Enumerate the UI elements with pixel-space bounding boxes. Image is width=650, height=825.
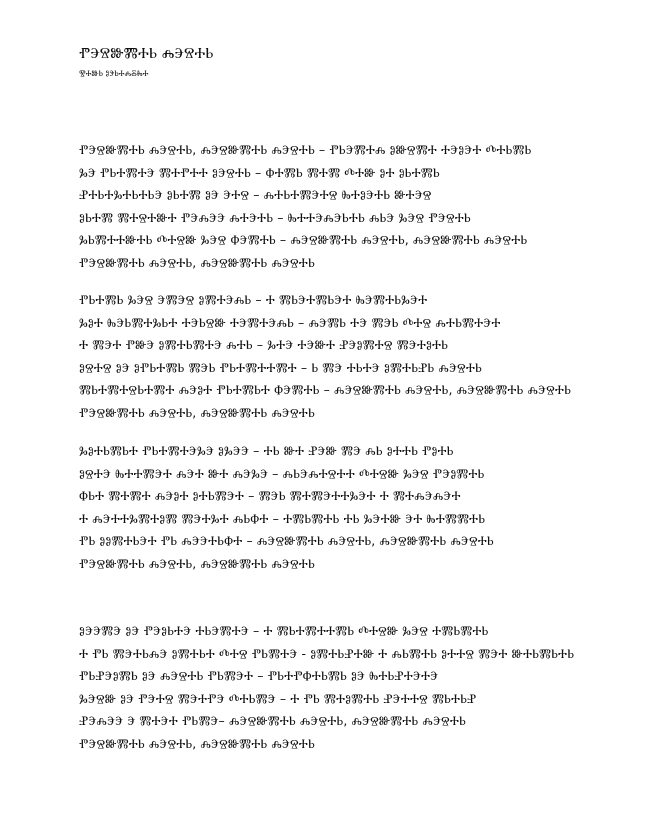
refrain-line: ⰒⰅⰔⰖⰏⰀⰓ ⰎⰅⰔⰀⰓ, ⰎⰅⰔⰖⰏⰀⰓ ⰎⰅⰔⰀⰓ bbox=[79, 254, 315, 270]
refrain-line: ⰒⰅⰔⰖⰏⰀⰓ ⰎⰅⰔⰀⰓ, ⰎⰅⰔⰖⰏⰀⰓ ⰎⰅⰔⰀⰓ bbox=[79, 555, 315, 571]
verse-line: ⰒⰅⰔⰖⰏⰀⰓ ⰎⰅⰔⰀⰓ, ⰎⰅⰔⰖⰏⰀⰓ ⰎⰅⰔⰀⰓ – ⰒⰓⰅⰏⰀⰎ ⰑⰖⰔⰏⰀ ⰀⰅⰑⰅⰀ ⰄⰀⰓⰏⰓ bbox=[79, 142, 532, 157]
verse-line: ⰑⰓⰀⰏ ⰏⰀⰔⰀⰖⰀ ⰒⰅⰎⰅⰅ ⰎⰀⰅⰀⰓ – ⰈⰀⰀⰅⰎⰅⰓⰀⰓ ⰎⰓⰅ ⰃⰅⰔ ⰒⰅⰔⰀⰓ bbox=[79, 209, 471, 225]
document-title: ⰒⰅⰔⰖⰏⰀⰓ ⰎⰅⰔⰀⰓ bbox=[79, 44, 214, 62]
verse-line: ⰃⰅⰔⰖ ⰑⰅ ⰒⰅⰀⰔ ⰏⰅⰀⰒⰅ ⰄⰀⰓⰏⰅ – Ⰰ ⰒⰓ ⰏⰀⰑⰏⰀⰓ ⰐⰅⰀⰀⰔ ⰏⰓⰀⰓⰐ bbox=[79, 690, 477, 706]
document-author: ⰊⰀⰖⰓ ⰑⰅⰓⰀⰎⰋⰈⰀ bbox=[79, 69, 149, 78]
stanza-4 bbox=[79, 620, 619, 755]
verse-line: ⰒⰓ ⰑⰑⰏⰀⰓⰅⰀ ⰒⰓ ⰎⰅⰅⰀⰓⰗⰀ – ⰎⰅⰔⰖⰏⰀⰓ ⰎⰅⰔⰀⰓ, ⰎⰅⰔⰖⰏⰀⰓ ⰎⰅⰔⰀⰓ bbox=[79, 533, 494, 548]
stanza-2 bbox=[79, 289, 619, 424]
refrain-line: ⰒⰅⰔⰖⰏⰀⰓ ⰎⰅⰔⰀⰓ, ⰎⰅⰔⰖⰏⰀⰓ ⰎⰅⰔⰀⰓ bbox=[79, 404, 315, 420]
verse-line: ⰗⰓⰀ ⰏⰀⰏⰀ ⰎⰅⰑⰀ ⰑⰀⰓⰏⰅⰀ – ⰏⰅⰓ ⰏⰀⰏⰅⰀⰀⰃⰅⰀ Ⰰ ⰏⰀⰎⰅⰎⰅⰀ bbox=[79, 488, 461, 503]
verse-line: ⰒⰓⰐⰅⰑⰏⰓ ⰑⰅ ⰎⰅⰔⰀⰓ ⰒⰓⰏⰅⰀ – ⰒⰓⰀⰒⰗⰀⰓⰏⰓ ⰑⰅ ⰈⰀⰓⰐⰀⰅⰀⰅ bbox=[79, 668, 439, 683]
verse-line: Ⰰ ⰎⰅⰀⰀⰃⰏⰀⰑⰏ ⰏⰅⰀⰃⰀ ⰎⰓⰗⰀ – ⰀⰏⰓⰏⰀⰓ ⰀⰓ ⰃⰅⰀⰖ ⰅⰀ ⰈⰀⰏⰏⰀⰓ bbox=[79, 510, 486, 526]
verse-line: ⰑⰔⰀⰅ ⰈⰀⰀⰏⰅⰀ ⰎⰅⰀ ⰖⰀ ⰎⰅⰃⰅ – ⰎⰓⰅⰎⰀⰔⰀⰀ ⰄⰀⰔⰖ ⰃⰅⰔ ⰒⰅⰑⰏⰀⰓ bbox=[79, 465, 485, 481]
stanza-3 bbox=[79, 440, 619, 575]
verse-line: Ⰰ ⰒⰓ ⰏⰅⰀⰓⰎⰅ ⰑⰏⰀⰓⰀ ⰄⰀⰔ ⰒⰓⰏⰀⰅ - ⰑⰏⰀⰓⰐⰀⰖ Ⰰ ⰎⰓⰏⰀⰓ ⰑⰀⰀⰔ ⰏⰅⰀ ⰖⰀⰓⰏⰓⰀⰓ bbox=[79, 645, 575, 661]
verse-line: Ⰰ ⰏⰅⰀ ⰒⰖⰅ ⰑⰏⰀⰓⰏⰀⰅ ⰎⰀⰓ – ⰃⰀⰅ ⰀⰅⰖⰀ ⰐⰅⰑⰏⰀⰔ ⰏⰅⰀⰑⰀⰓ bbox=[79, 337, 449, 352]
verse-line: ⰃⰑⰀ ⰈⰅⰓⰏⰀⰃⰓⰀ ⰀⰅⰓⰔⰖ ⰀⰅⰏⰀⰅⰎⰓ – ⰎⰅⰏⰓ ⰀⰅ ⰏⰅⰓ ⰄⰀⰔ ⰎⰀⰓⰏⰀⰅⰀ bbox=[79, 314, 501, 330]
verse-line: ⰃⰑⰀⰓⰏⰓⰀ ⰒⰓⰀⰏⰀⰅⰃⰅ ⰑⰃⰅⰅ – ⰀⰓ ⰖⰀ ⰐⰅⰖ ⰏⰅ ⰎⰓ ⰑⰀⰀⰓ ⰒⰑⰀⰓ bbox=[79, 443, 454, 458]
verse-line: ⰏⰓⰀⰏⰀⰔⰓⰀⰏⰀ ⰎⰅⰑⰀ ⰒⰓⰀⰏⰓⰀ ⰗⰅⰏⰀⰓ – ⰎⰅⰔⰖⰏⰀⰓ ⰎⰅⰔⰀⰓ, ⰎⰅⰔⰖⰏⰀⰓ ⰎⰅⰔⰀⰓ bbox=[79, 382, 571, 397]
verse-line: ⰑⰅⰅⰏⰅ ⰑⰅ ⰒⰅⰑⰓⰀⰅ ⰀⰓⰅⰏⰀⰅ – Ⰰ ⰏⰓⰀⰏⰀⰀⰏⰓ ⰄⰀⰔⰖ ⰃⰅⰔ ⰀⰏⰓⰏⰀⰓ bbox=[79, 623, 489, 638]
refrain-line: ⰒⰅⰔⰖⰏⰀⰓ ⰎⰅⰔⰀⰓ, ⰎⰅⰔⰖⰏⰀⰓ ⰎⰅⰔⰀⰓ bbox=[79, 735, 315, 751]
verse-line: ⰒⰓⰀⰏⰓ ⰃⰅⰔ ⰅⰏⰅⰔ ⰑⰏⰀⰅⰎⰓ – Ⰰ ⰏⰓⰅⰀⰏⰓⰅⰀ ⰈⰅⰏⰀⰓⰃⰅⰀ bbox=[79, 292, 428, 307]
stanza-1 bbox=[79, 139, 619, 274]
verse-line: ⰑⰔⰀⰔ ⰑⰅ ⰑⰒⰓⰀⰏⰓ ⰏⰅⰓ ⰒⰓⰀⰏⰀⰀⰏⰀ – Ⱃ ⰏⰅ ⰀⰓⰀⰅ ⰑⰏⰀⰓⰐⰓ ⰎⰅⰔⰀⰓ bbox=[79, 359, 482, 375]
verse-line: ⰃⰅ ⰒⰓⰀⰏⰀⰅ ⰏⰀⰒⰀⰀ ⰑⰅⰔⰀⰓ – ⰗⰀⰏⰓ ⰏⰀⰏ ⰄⰀⰖ ⰑⰀ ⰑⰓⰀⰏⰓ bbox=[79, 164, 440, 180]
verse-line: ⰃⰓⰏⰀⰀⰖⰀⰓ ⰄⰀⰔⰖ ⰃⰅⰔ ⰗⰅⰏⰀⰓ – ⰎⰅⰔⰖⰏⰀⰓ ⰎⰅⰔⰀⰓ, ⰎⰅⰔⰖⰏⰀⰓ ⰎⰅⰔⰀⰓ bbox=[79, 232, 528, 247]
verse-line: ⰐⰅⰎⰅⰅ Ⰵ ⰏⰀⰅⰀ ⰒⰓⰏⰅ– ⰎⰅⰔⰖⰏⰀⰓ ⰎⰅⰔⰀⰓ, ⰎⰅⰔⰖⰏⰀⰓ ⰎⰅⰔⰀⰓ bbox=[79, 713, 466, 728]
verse-line: ⰐⰀⰓⰀⰃⰀⰓⰀⰓⰅ ⰑⰓⰀⰏ ⰑⰅ ⰅⰀⰔ – ⰎⰀⰓⰀⰏⰅⰀⰔ ⰈⰀⰑⰅⰀⰓ ⰖⰀⰅⰔ bbox=[79, 187, 432, 202]
